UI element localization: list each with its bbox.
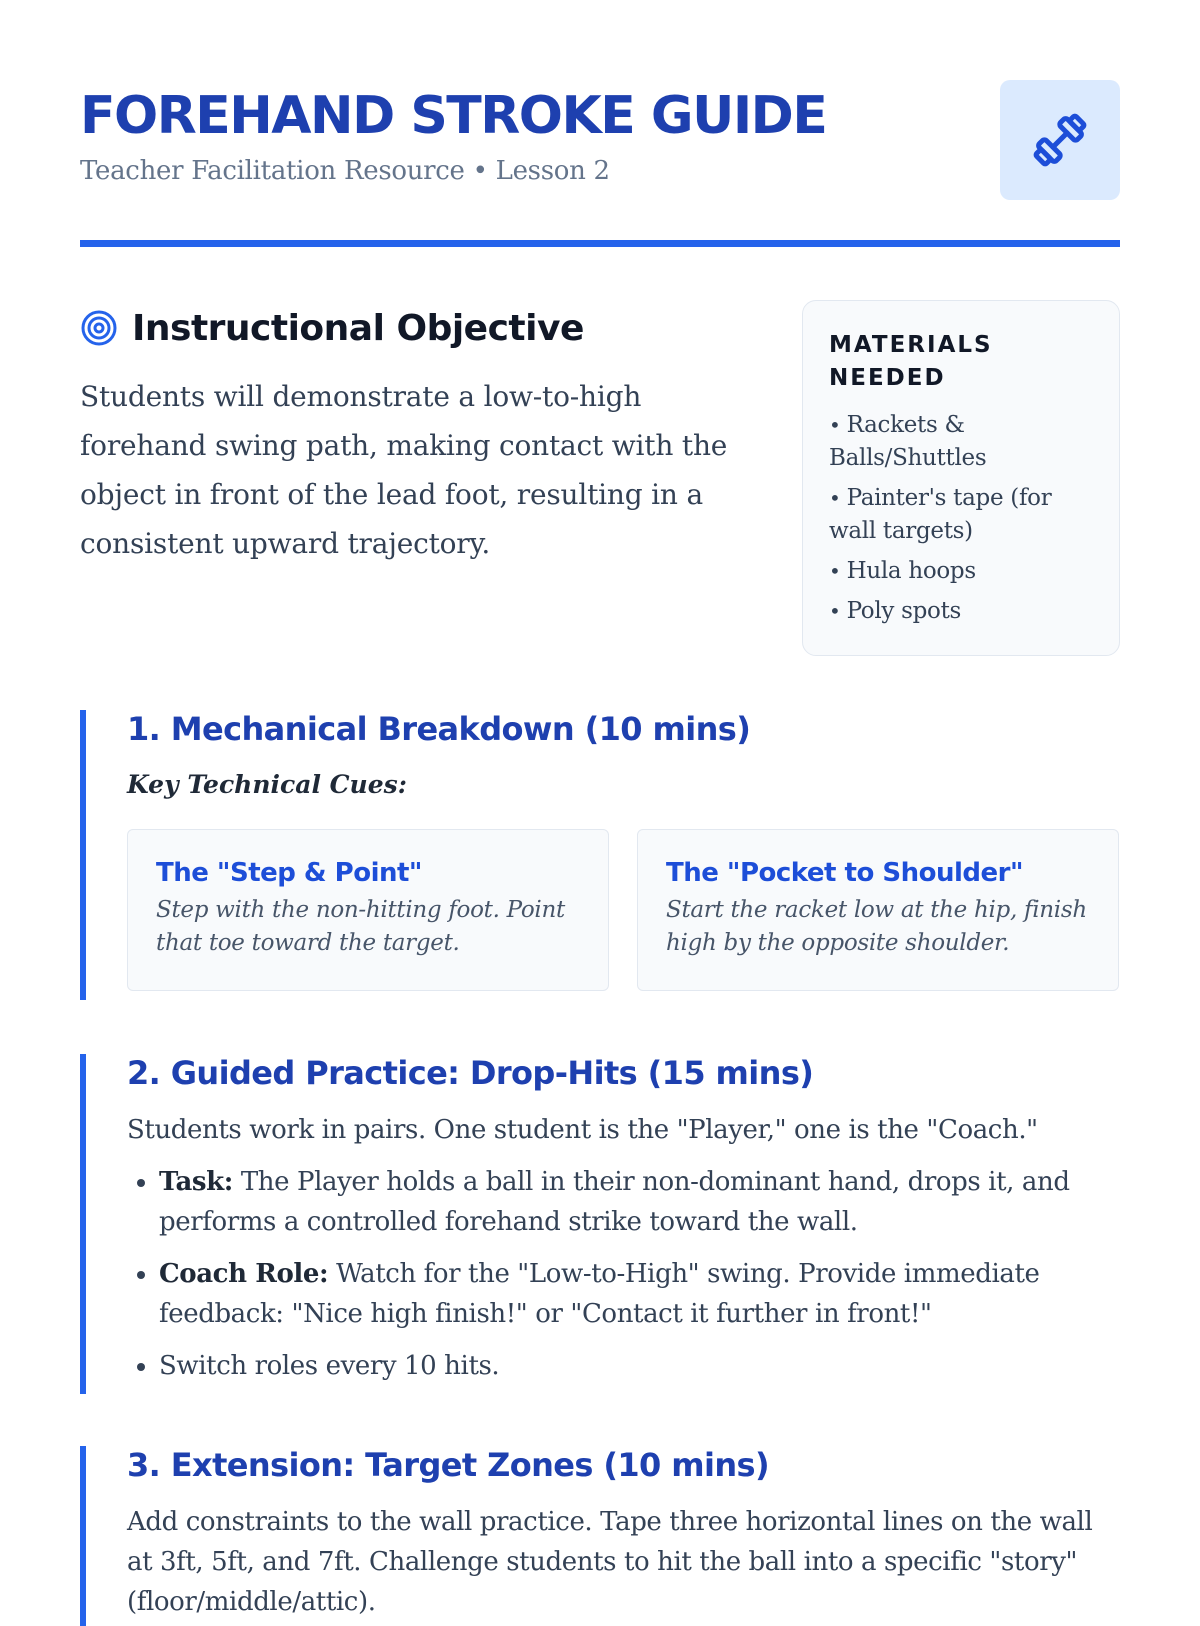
section-title: 3. Extension: Target Zones (10 mins) xyxy=(127,1446,770,1484)
bullet-label: Coach Role: xyxy=(159,1259,329,1289)
list-item xyxy=(159,1346,1120,1386)
section-guided-practice xyxy=(80,1054,1120,1394)
materials-title: MATERIALS NEEDED xyxy=(829,332,993,391)
bullet-text: Watch for the "Low-to-High" swing. Provide immediate feedback: "Nice high finish!" or "Contact it further in front!" xyxy=(159,1259,1040,1329)
materials-item: • Rackets & Balls/Shuttles xyxy=(829,409,1093,475)
page-title: FOREHAND STROKE GUIDE xyxy=(80,86,827,146)
section-intro: Add constraints to the wall practice. Tape three horizontal lines on the wall at 3ft, 5ft, and 7ft. Challenge students to hit the ball into a specific "story" (floor/middle/attic). xyxy=(127,1507,1093,1617)
header-divider xyxy=(80,240,1120,247)
cue-cards xyxy=(127,829,1120,991)
cue-title: The "Step & Point" xyxy=(156,858,422,888)
cue-title: The "Pocket to Shoulder" xyxy=(666,858,1023,888)
cue-text: Step with the non-hitting foot. Point that toe toward the target. xyxy=(156,897,565,956)
objective-text: Students will demonstrate a low-to-high forehand swing path, making contact with the object in front of the lead foot, resulting in a consistent upward trajectory. xyxy=(80,380,728,560)
page-header xyxy=(80,80,1120,250)
section-title: 2. Guided Practice: Drop-Hits (15 mins) xyxy=(127,1054,814,1092)
practice-bullets xyxy=(127,1162,1120,1386)
section-intro: Students work in pairs. One student is the "Player," one is the "Coach." xyxy=(127,1115,1038,1145)
dumbbell-icon xyxy=(1028,108,1092,172)
logo-badge xyxy=(1000,80,1120,200)
materials-box xyxy=(802,300,1120,656)
section-extension xyxy=(80,1446,1120,1626)
bullet-label: Task: xyxy=(159,1167,233,1197)
materials-item: • Painter's tape (for wall targets) xyxy=(829,482,1093,548)
list-item xyxy=(159,1254,1120,1334)
materials-item: • Poly spots xyxy=(829,595,1093,628)
materials-list xyxy=(829,409,1093,628)
page-subtitle: Teacher Facilitation Resource • Lesson 2 xyxy=(80,156,610,186)
bullet-text: Switch roles every 10 hits. xyxy=(159,1351,500,1381)
section-title: 1. Mechanical Breakdown (10 mins) xyxy=(127,710,751,748)
target-icon xyxy=(80,309,118,347)
cue-label: Key Technical Cues: xyxy=(127,770,407,799)
objective-section xyxy=(80,300,760,568)
cue-card-step-point xyxy=(127,829,609,991)
objective-title: Instructional Objective xyxy=(132,307,584,349)
list-item xyxy=(159,1162,1120,1242)
materials-item: • Hula hoops xyxy=(829,555,1093,588)
bullet-text: The Player holds a ball in their non-dominant hand, drops it, and performs a controlled forehand strike toward the wall. xyxy=(159,1167,1070,1237)
section-mechanical-breakdown xyxy=(80,710,1120,1000)
cue-text: Start the racket low at the hip, finish high by the opposite shoulder. xyxy=(666,897,1087,956)
cue-card-pocket-shoulder xyxy=(637,829,1119,991)
